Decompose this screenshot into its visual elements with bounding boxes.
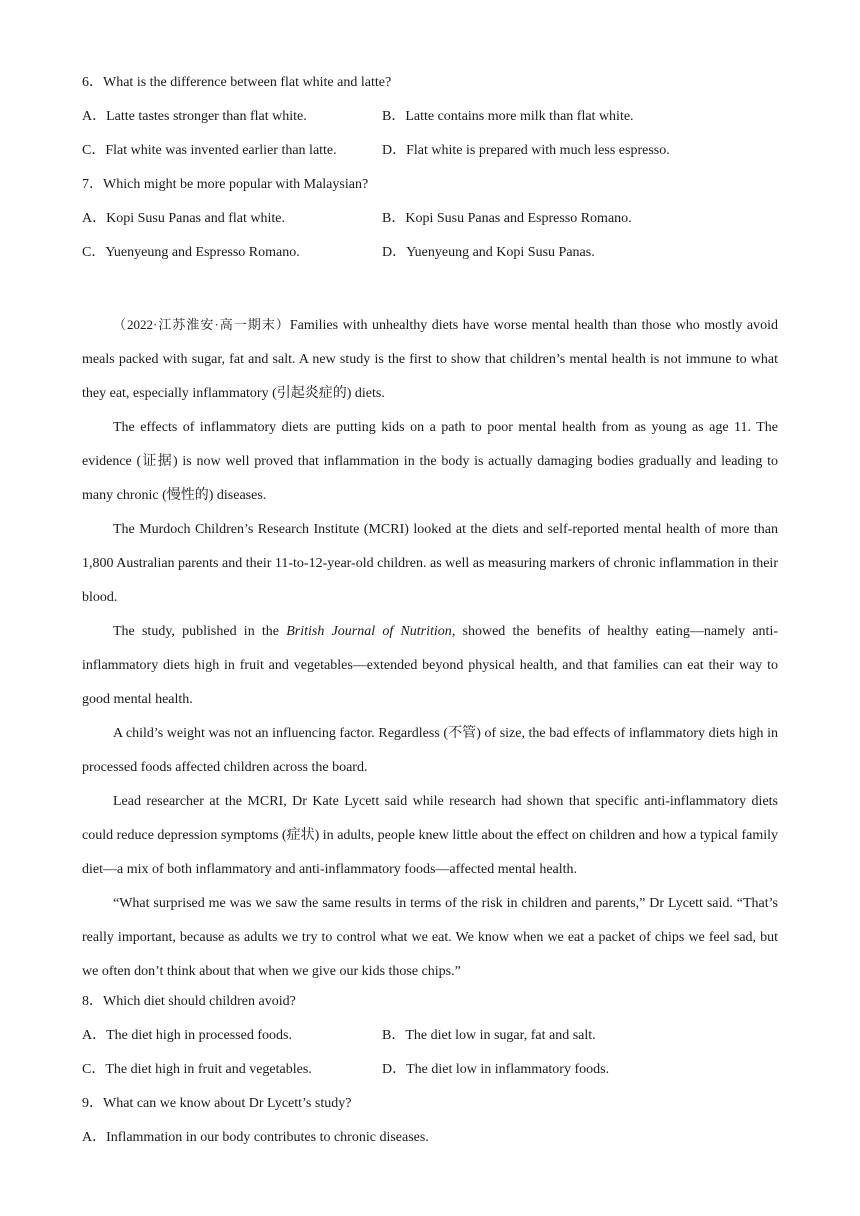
question-8-options-row-1 (82, 1023, 778, 1057)
question-8-stem: 8．Which diet should children avoid? (82, 994, 296, 1009)
question-7-option-d: D．Yuenyeung and Kopi Susu Panas. (382, 245, 595, 260)
question-7-options-row-2 (82, 240, 778, 274)
question-6-options-row-2 (82, 138, 778, 172)
passage-paragraph-2: The effects of inflammatory diets are putting kids on a path to poor mental health from as young as age 11. The evidence (证据) is now well proved that inflammation in the body is actually damaging bodies gradually and leading to many chronic (慢性的) diseases. (82, 420, 778, 503)
document-page (82, 70, 778, 1159)
question-7-option-b: B．Kopi Susu Panas and Espresso Romano. (382, 211, 632, 226)
passage-paragraph-4-text-a: The study, published in the (113, 624, 287, 639)
journal-title: British Journal of Nutrition (286, 624, 452, 639)
question-7-option-c: C．Yuenyeung and Espresso Romano. (82, 245, 300, 260)
passage-paragraph-5: A child’s weight was not an influencing factor. Regardless (不管) of size, the bad effects of inflammatory diets high in processed foods affected children across the board. (82, 726, 778, 775)
passage-paragraph-4 (82, 615, 778, 717)
question-7-stem: 7．Which might be more popular with Malaysian? (82, 177, 369, 192)
question-8-options-row-2 (82, 1057, 778, 1091)
question-8-option-b: B．The diet low in sugar, fat and salt. (382, 1028, 596, 1043)
question-6-stem: 6．What is the difference between flat white and latte? (82, 75, 392, 90)
question-9-options-row-1 (82, 1125, 778, 1159)
passage-paragraph-3: The Murdoch Children’s Research Institute (MCRI) looked at the diets and self-reported mental health of more than 1,800 Australian parents and their 11-to-12-year-old children. as well as measuring markers of chronic inflammation in their blood. (82, 522, 778, 605)
question-6-option-c: C．Flat white was invented earlier than latte. (82, 143, 337, 158)
passage-paragraph-4-text-b: , showed the benefits of healthy eating—namely anti-inflammatory diets high in fruit and vegetables—extended beyond physical health, and that families can eat their way to good mental health. (82, 624, 778, 707)
question-7-option-a: A．Kopi Susu Panas and flat white. (82, 211, 285, 226)
passage-paragraph-1 (82, 308, 778, 411)
passage-source: （2022·江苏淮安·高一期末） (113, 317, 290, 332)
question-6-options-row-1 (82, 104, 778, 138)
question-6-option-d: D．Flat white is prepared with much less espresso. (382, 143, 670, 158)
section-spacer (82, 274, 778, 308)
question-9-stem: 9．What can we know about Dr Lycett’s study? (82, 1096, 352, 1111)
question-8-option-c: C．The diet high in fruit and vegetables. (82, 1062, 312, 1077)
question-7-options-row-1 (82, 206, 778, 240)
question-8-option-d: D．The diet low in inflammatory foods. (382, 1062, 610, 1077)
question-6-option-a: A．Latte tastes stronger than flat white. (82, 109, 307, 124)
question-8-option-a: A．The diet high in processed foods. (82, 1028, 292, 1043)
passage-paragraph-1-text: Families with unhealthy diets have worse mental health than those who mostly avoid meals packed with sugar, fat and salt. A new study is the first to show that children’s mental health is not immune to what they eat, especially inflammatory (引起炎症的) diets. (82, 318, 778, 401)
question-9-option-a: A．Inflammation in our body contributes to chronic diseases. (82, 1130, 429, 1145)
passage-paragraph-7: “What surprised me was we saw the same results in terms of the risk in children and parents,” Dr Lycett said. “That’s really important, because as adults we try to control what we eat. We know when we eat a packet of chips we feel sad, but we often don’t think about that when we give our kids those chips.” (82, 896, 778, 979)
question-6-option-b: B．Latte contains more milk than flat white. (382, 109, 634, 124)
passage-paragraph-6: Lead researcher at the MCRI, Dr Kate Lycett said while research had shown that specific anti-inflammatory diets could reduce depression symptoms (症状) in adults, people knew little about the effect on children and how a typical family diet—a mix of both inflammatory and anti-inflammatory foods—affected mental health. (82, 794, 778, 877)
